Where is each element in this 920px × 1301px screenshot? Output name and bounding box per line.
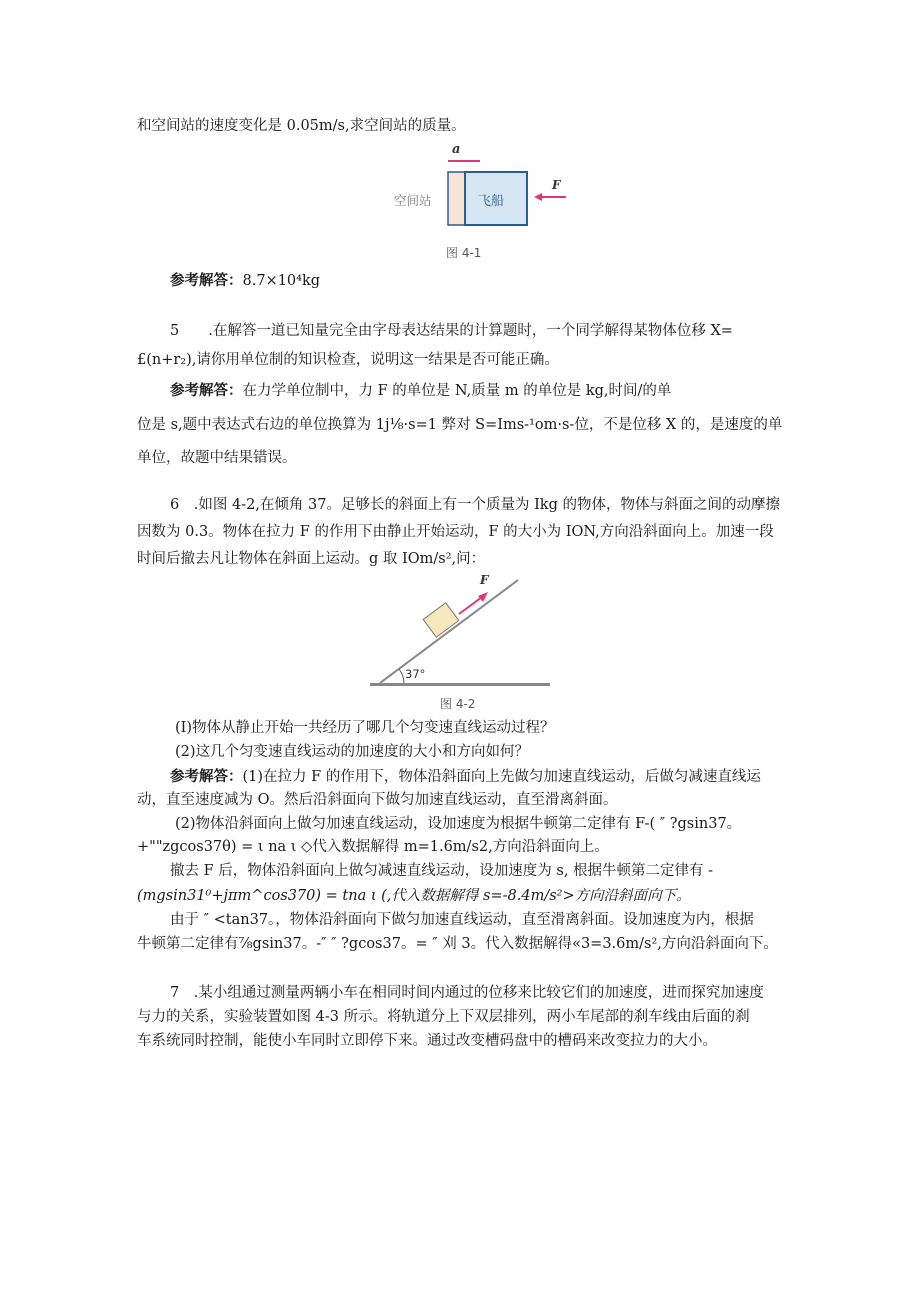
q5-line2: £(n+r₂),请你用单位制的知识检查，说明这一结果是否可能正确。	[137, 352, 559, 368]
q6-line3: 时间后撤去凡让物体在斜面上运动。g 取 IOm/s²,问：	[137, 551, 486, 567]
incline	[380, 580, 518, 683]
fig42-drawing	[368, 572, 558, 692]
answer-label: 参考解答：	[170, 768, 243, 785]
answer-label: 参考解答：	[170, 272, 243, 289]
q7-line1: 7 .某小组通过测量两辆小车在相同时间内通过的位移来比较它们的加速度，进而探究加速度	[170, 985, 764, 1001]
q6-answer-line4: +""zgcos37θ) = ι na ι ◇代入数据解得 m=1.6m/s2,方向沿斜面向上。	[137, 839, 609, 855]
q7-line2: 与力的关系，实验装置如图 4-3 所示。将轨道分上下双层排列，两小车尾部的刹车线由后面的刹	[137, 1009, 750, 1025]
q5-ans1-text: 在力学单位制中，力 F 的单位是 N,质量 m 的单位是 kg,时间/的单	[242, 383, 672, 399]
intro-line: 和空间站的速度变化是 0.05m/s,求空间站的质量。	[137, 118, 466, 134]
figure-4-1	[380, 140, 590, 270]
q6-answer-line7: 由于 ″ <tan37。，物体沿斜面向下做匀加速直线运动，直至滑离斜面。设加速度为内，根据	[170, 912, 754, 928]
q5-answer-line3: 单位，故题中结果错误。	[137, 450, 297, 466]
fig42-f-label: F	[480, 573, 489, 587]
q5-answer-line1	[170, 382, 671, 400]
force-arrow-head	[534, 193, 542, 201]
q6-line2: 因数为 0.3。物体在拉力 F 的作用下由静止开始运动，F 的大小为 ION,方向沿斜面向上。加速一段	[137, 524, 774, 540]
pull-arrow	[459, 597, 482, 614]
q6-answer-line5: 撤去 F 后，物体沿斜面向上做匀减速直线运动，设加速度为 s, 根据牛顿第二定律有 -	[170, 863, 714, 879]
pull-arrow-head	[478, 592, 488, 602]
answer4-text: 8.7×10⁴kg	[242, 273, 321, 289]
q6-sub2: (2)这几个匀变速直线运动的加速度的大小和方向如何？	[175, 744, 530, 760]
angle-label: 37°	[405, 667, 426, 681]
q5-line1: 5 .在解答一道已知量完全由字母表达结果的计算题时，一个同学解得某物体位移 X=	[170, 323, 733, 339]
q7-line3: 车系统同时控制，能使小车同时立即停下来。通过改变槽码盘中的槽码来改变拉力的大小。	[137, 1033, 717, 1049]
figure-4-2	[368, 572, 558, 712]
q6-answer-line6: (mgsin31⁰+jπm^cos370) = tna ι (,代入数据解得 s=-8.4m/s²>方向沿斜面向下。	[137, 888, 691, 904]
q6-ans1-text: (1)在拉力 F 的作用下，物体沿斜面向上先做匀加速直线运动，后做匀减速直线运	[242, 769, 761, 785]
fig41-f-label: F	[552, 178, 561, 192]
q6-answer-line3: (2)物体沿斜面向上做匀加速直线运动，设加速度为根据牛顿第二定律有 F-( ″ ?gsin37。	[175, 816, 742, 832]
fig42-caption: 图 4-2	[440, 697, 476, 711]
q6-answer-line1	[170, 768, 761, 786]
q5-answer-line2: 位是 s,题中表达式右边的单位换算为 1j⅛·s=1 弊对 S=Ims-¹om·s-位，不是位移 X 的，是速度的单	[137, 417, 783, 433]
angle-arc	[399, 669, 404, 683]
q6-answer-line2: 动，直至速度减为 O。然后沿斜面向下做匀加速直线运动，直至滑离斜面。	[137, 792, 618, 808]
answer-label: 参考解答：	[170, 382, 243, 399]
q6-answer-line8: 牛顿第二定律有⅞gsin37。-″ ″ ?gcos37。= ″ 刈 3。代入数据解得«3=3.6m/s²,方向沿斜面向下。	[137, 936, 778, 952]
block	[423, 603, 459, 637]
station-label: 空间站	[394, 193, 432, 208]
ship-label: 飞船	[478, 194, 505, 209]
q6-sub1: (I)物体从静止开始一共经历了哪几个匀变速直线运动过程？	[175, 720, 555, 736]
answer4	[170, 272, 320, 290]
station-block	[448, 172, 465, 225]
fig41-caption: 图 4-1	[446, 246, 482, 260]
ground	[370, 683, 550, 686]
fig41-a-label: a	[452, 142, 461, 157]
q6-line1: 6 .如图 4-2,在倾角 37。足够长的斜面上有一个质量为 Ikg 的物体，物体与斜面之间的动摩擦	[170, 497, 780, 513]
